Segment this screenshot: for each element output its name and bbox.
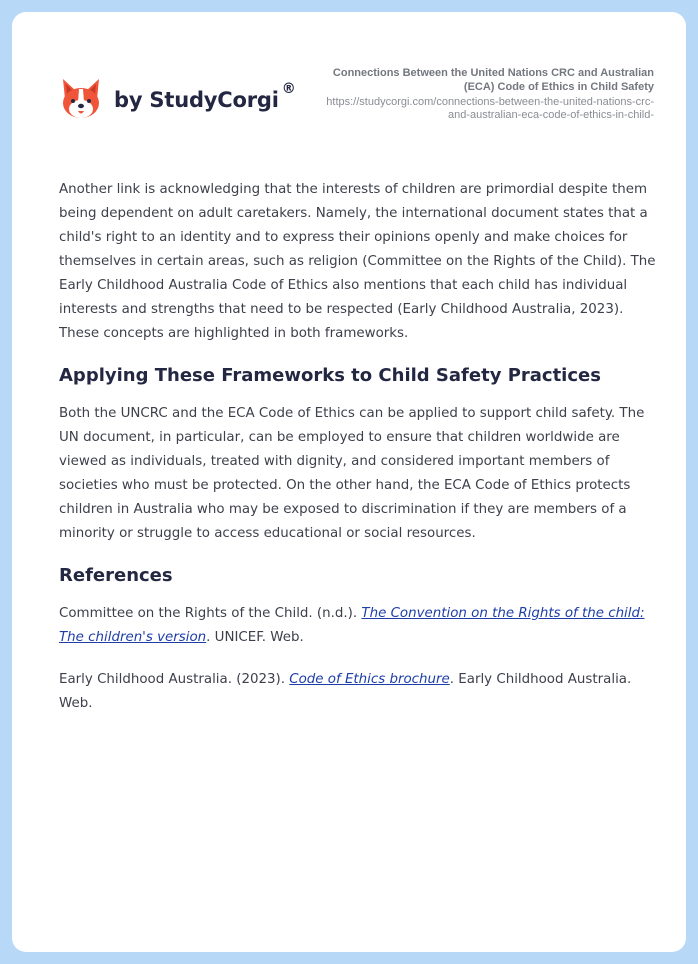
- document-meta: [314, 66, 654, 122]
- reference-link[interactable]: Code of Ethics brochure: [289, 672, 450, 687]
- logo-wordmark: by StudyCorgi: [114, 88, 279, 112]
- section-heading-frameworks: Applying These Frameworks to Child Safety Practices: [59, 365, 601, 386]
- body-paragraph: Another link is acknowledging that the interests of children are primordial despite them being dependent on adult caretakers. Namely, the international document states that a child's right to an identity and to express their opinions openly and make choices for themselves in certain areas, such as religion (Committee on the Rights of the Child). The Early Childhood Australia Code of Ethics also mentions that each child has individual interests and strengths that need to be respected (Early Childhood Australia, 2023). These concepts are highlighted in both frameworks.: [59, 182, 656, 341]
- section-heading-references: References: [59, 565, 173, 586]
- body-paragraph: Both the UNCRC and the ECA Code of Ethics can be applied to support child safety. The UN document, in particular, can be employed to ensure that children worldwide are viewed as individuals, treated with dignity, and considered important members of societies who must be protected. On the other hand, the ECA Code of Ethics protects children in Australia who may be exposed to discrimination if they are members of a minority or struggle to access educational or social resources.: [59, 406, 645, 541]
- reference-link[interactable]: The Convention on the Rights of the child: The children's version: [59, 606, 645, 645]
- reference-entry: [59, 602, 659, 650]
- reference-source: . Early Childhood Australia. Web.: [59, 672, 632, 711]
- studycorgi-logo[interactable]: [60, 76, 296, 122]
- corgi-logo-icon: [60, 76, 102, 122]
- registered-mark: ®: [281, 81, 296, 97]
- reference-entry: [59, 668, 659, 716]
- reference-source: . UNICEF. Web.: [206, 630, 304, 645]
- document-page: [12, 12, 686, 952]
- reference-author: Committee on the Rights of the Child. (n.d.).: [59, 606, 362, 621]
- document-body: [59, 178, 659, 734]
- document-url[interactable]: https://studycorgi.com/connections-between-the-united-nations-crc-and-australian-eca-code-of-ethics-in-child-: [326, 96, 654, 121]
- document-title: Connections Between the United Nations CRC and Australian (ECA) Code of Ethics in Child Safety: [332, 67, 654, 93]
- reference-author: Early Childhood Australia. (2023).: [59, 672, 290, 687]
